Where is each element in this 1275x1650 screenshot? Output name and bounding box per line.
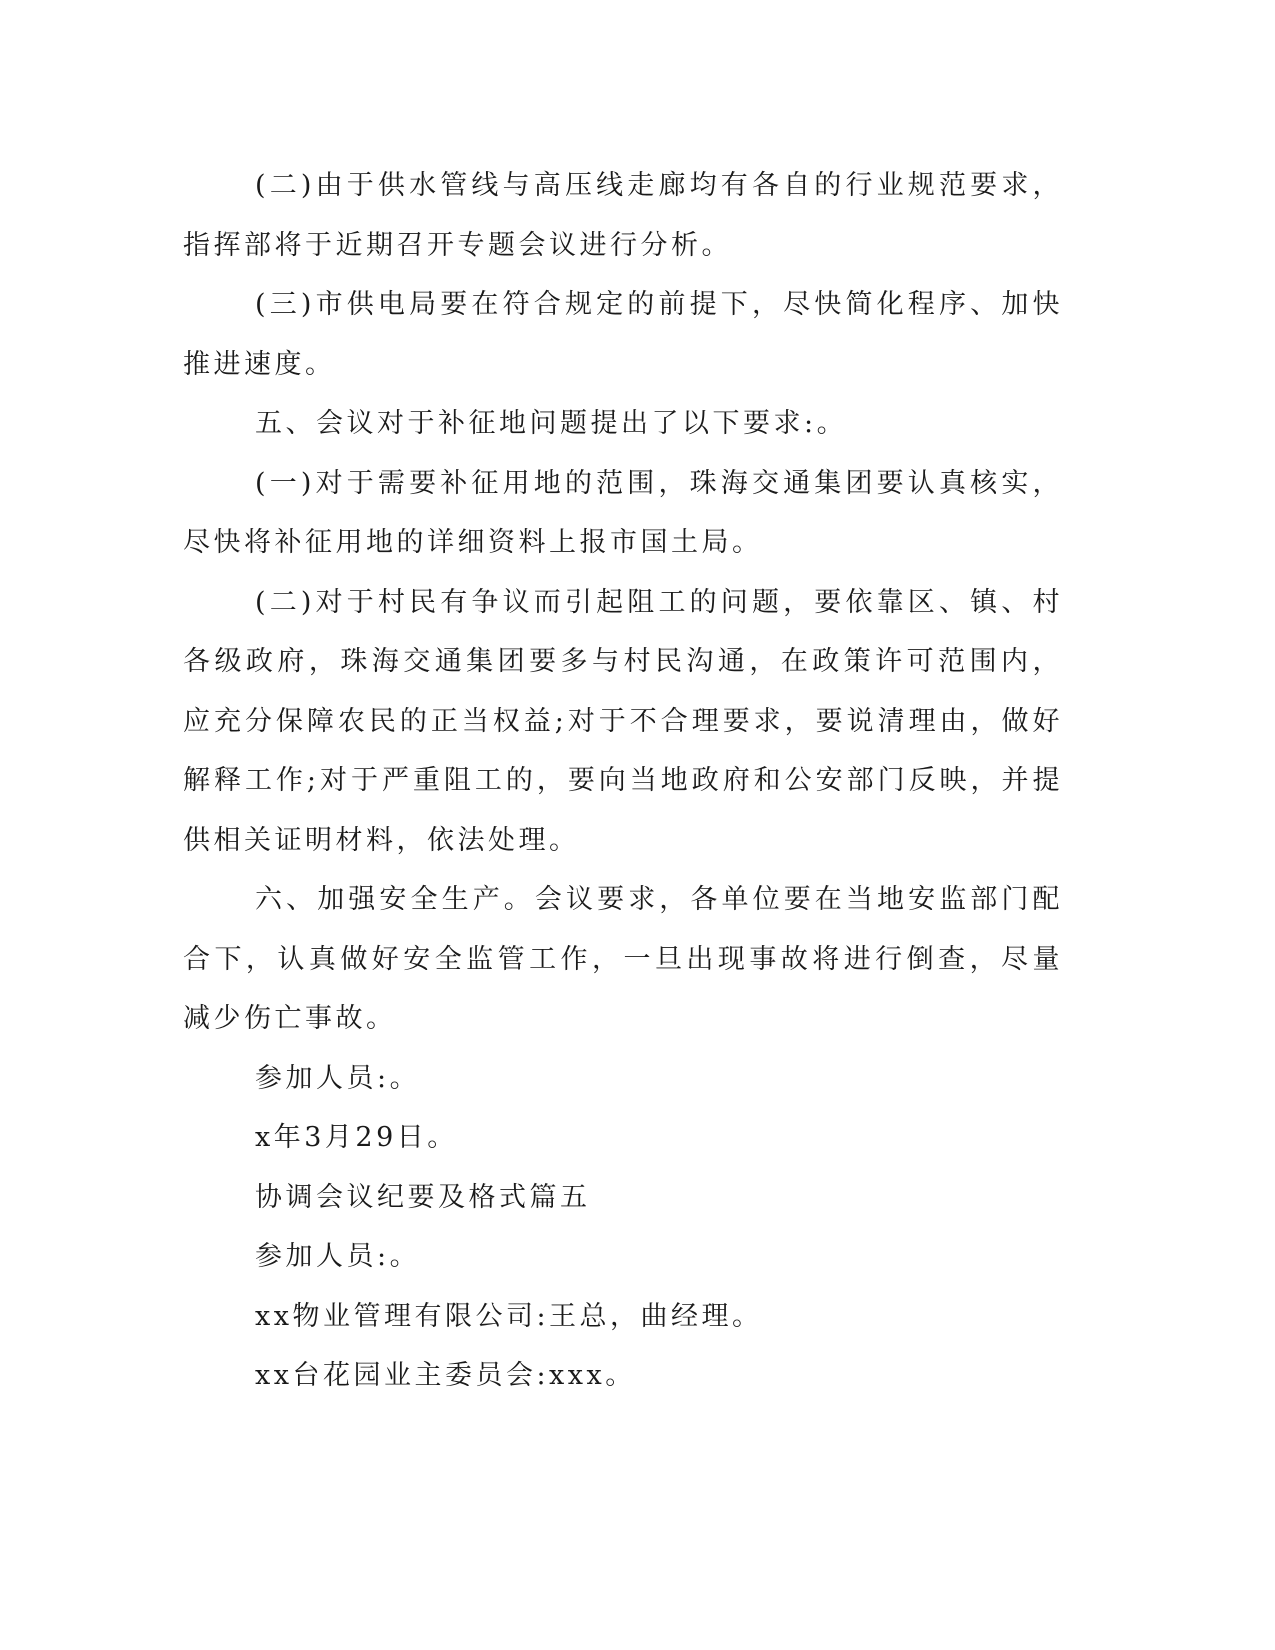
paragraph-section-heading: 协调会议纪要及格式篇五 [255, 1181, 591, 1213]
paragraph-land-scope: (一)对于需要补征用地的范围，珠海交通集团要认真核实，尽快将补征用地的详细资料上报市国土局。 [183, 467, 1063, 558]
document-body [183, 156, 1063, 1406]
paragraph-supply-pipeline: (二)由于供水管线与高压线走廊均有各自的行业规范要求，指挥部将于近期召开专题会议进行分析。 [183, 170, 1063, 261]
paragraph-villager-dispute: (二)对于村民有争议而引起阻工的问题，要依靠区、镇、村各级政府，珠海交通集团要多与村民沟通，在政策许可范围内，应充分保障农民的正当权益;对于不合理要求，要说清理由，做好解释工作;对于严重阻工的，要向当地政府和公安部门反映，并提供相关证明材料，依法处理。 [183, 586, 1063, 856]
paragraph-date: x年3月29日。 [255, 1122, 458, 1153]
paragraph-power-bureau: (三)市供电局要在符合规定的前提下，尽快简化程序、加快推进速度。 [183, 289, 1063, 380]
paragraph-owners-committee: xx台花园业主委员会:xxx。 [255, 1360, 636, 1391]
paragraph-section-six: 六、加强安全生产。会议要求，各单位要在当地安监部门配合下，认真做好安全监管工作，一旦出现事故将进行倒查，尽量减少伤亡事故。 [183, 884, 1063, 1034]
paragraph-section-five: 五、会议对于补征地问题提出了以下要求:。 [255, 408, 848, 439]
paragraph-attendees-2: 参加人员:。 [255, 1241, 421, 1272]
paragraph-property-company: xx物业管理有限公司:王总，曲经理。 [255, 1300, 763, 1332]
paragraph-attendees: 参加人员:。 [255, 1062, 421, 1094]
